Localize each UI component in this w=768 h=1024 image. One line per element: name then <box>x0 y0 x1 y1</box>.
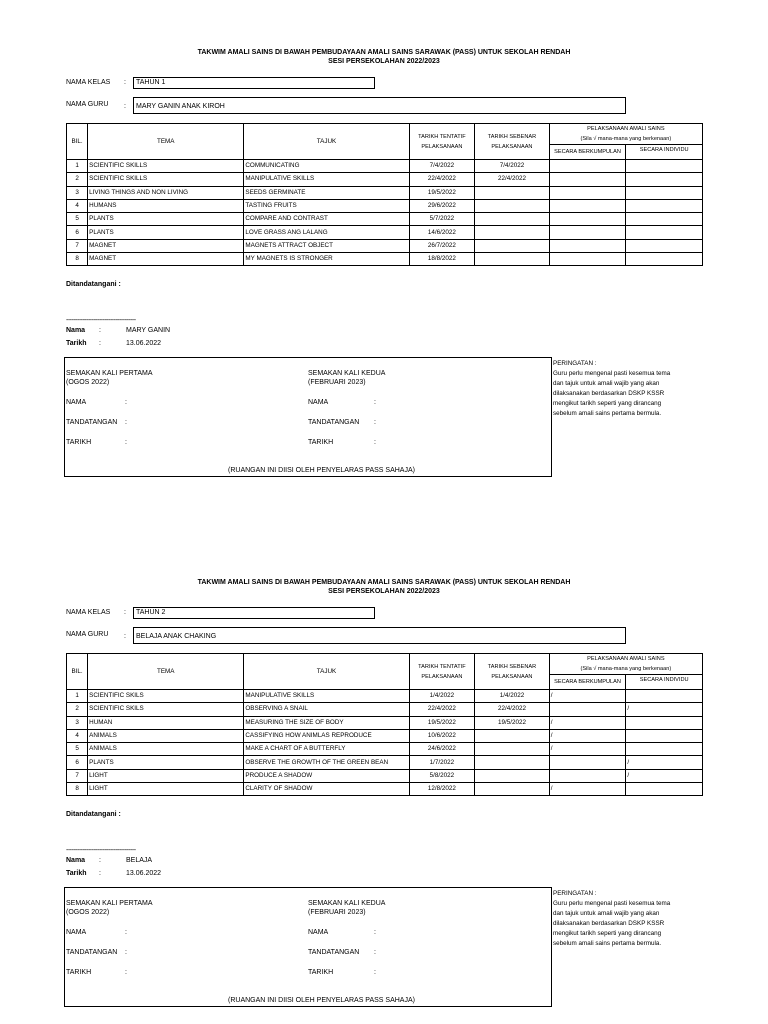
row-tema: LIGHT <box>88 783 244 796</box>
row-tarikh-sebenar[interactable] <box>475 783 550 796</box>
row-tarikh-sebenar[interactable]: 19/5/2022 <box>475 716 550 729</box>
row-tarikh-tentatif: 22/4/2022 <box>409 173 475 186</box>
row-tema: ANIMALS <box>88 743 244 756</box>
signature-line: -------------------------------------- <box>66 847 136 854</box>
colon: : <box>99 340 101 347</box>
row-berkumpulan-check[interactable]: / <box>549 729 626 742</box>
row-tema: HUMANS <box>88 199 244 212</box>
row-tajuk: MANIPULATIVE SKILLS <box>244 173 409 186</box>
row-bil: 8 <box>67 253 88 266</box>
row-tajuk: MAGNETS ATTRACT OBJECT <box>244 239 409 252</box>
ditandatangani-label: Ditandatangani : <box>66 811 121 818</box>
row-individu-check[interactable] <box>626 783 703 796</box>
peringatan-note <box>553 359 670 419</box>
row-bil: 3 <box>67 186 88 199</box>
row-bil: 7 <box>67 769 88 782</box>
row-bil: 2 <box>67 173 88 186</box>
row-berkumpulan-check[interactable] <box>549 226 626 239</box>
header-tajuk: TAJUK <box>244 124 409 160</box>
colon: : <box>125 929 127 936</box>
colon: : <box>124 633 126 640</box>
colon: : <box>374 399 376 406</box>
tarikh-sign-label: Tarikh <box>66 870 87 877</box>
semakan1-nama-label: NAMA <box>66 399 87 406</box>
row-tajuk: MAKE A CHART OF A BUTTERFLY <box>244 743 409 756</box>
table-body <box>67 160 703 266</box>
row-bil: 1 <box>67 160 88 173</box>
takwim-table <box>66 653 703 796</box>
semakan2-nama-label: NAMA <box>308 929 329 936</box>
row-tema: SCIENTIFIC SKILS <box>88 690 244 703</box>
semakan1-subtitle: (OGOS 2022) <box>66 909 110 916</box>
row-tema: SCIENTIFIC SKILLS <box>88 160 244 173</box>
peringatan-lines <box>553 899 670 949</box>
nama-sign-value: BELAJA <box>126 857 153 864</box>
peringatan-line: dilaksanakan berdasarkan DSKP KSSR <box>553 390 665 397</box>
peringatan-title: PERINGATAN : <box>553 890 597 897</box>
colon: : <box>374 439 376 446</box>
header-pelaksanaan-label: PELAKSANAAN AMALI SAINS <box>587 126 665 132</box>
header-tarikh-tentatif: TARIKH TENTATIF PELAKSANAAN <box>409 654 475 690</box>
row-individu-check[interactable]: / <box>626 703 703 716</box>
peringatan-line: sebelum amali sains pertama bermula. <box>553 940 662 947</box>
row-tarikh-sebenar[interactable] <box>475 743 550 756</box>
row-tarikh-sebenar[interactable] <box>475 199 550 212</box>
peringatan-lines <box>553 369 670 419</box>
semakan2-title: SEMAKAN KALI KEDUA <box>308 370 386 377</box>
row-tarikh-tentatif: 29/6/2022 <box>409 199 475 212</box>
row-individu-check[interactable]: / <box>626 756 703 769</box>
colon: : <box>124 609 126 616</box>
row-tarikh-tentatif: 19/5/2022 <box>409 716 475 729</box>
colon: : <box>125 949 127 956</box>
row-berkumpulan-check[interactable] <box>549 186 626 199</box>
header-tarikh-sebenar: TARIKH SEBENAR PELAKSANAAN <box>475 654 550 690</box>
peringatan-line: mengikut tarikh seperti yang dirancang <box>553 400 662 407</box>
row-berkumpulan-check[interactable] <box>549 703 626 716</box>
row-tarikh-sebenar[interactable]: 1/4/2022 <box>475 690 550 703</box>
colon: : <box>374 419 376 426</box>
row-tema: HUMAN <box>88 716 244 729</box>
nama-guru-label: NAMA GURU <box>66 101 109 108</box>
row-bil: 5 <box>67 213 88 226</box>
form-title: TAKWIM AMALI SAINS DI BAWAH PEMBUDAYAAN AMALI SAINS SARAWAK (PASS) UNTUK SEKOLAH RENDAH <box>197 49 571 56</box>
peringatan-line: sebelum amali sains pertama bermula. <box>553 410 662 417</box>
peringatan-title: PERINGATAN : <box>553 360 597 367</box>
row-berkumpulan-check[interactable] <box>549 160 626 173</box>
semakan1-tandatangan-label: TANDATANGAN <box>66 949 118 956</box>
colon: : <box>99 327 101 334</box>
row-berkumpulan-check[interactable]: / <box>549 743 626 756</box>
header-berkumpulan: SECARA BERKUMPULAN <box>549 145 626 160</box>
tarikh-sign-value: 13.06.2022 <box>126 340 162 347</box>
form-title: TAKWIM AMALI SAINS DI BAWAH PEMBUDAYAAN AMALI SAINS SARAWAK (PASS) UNTUK SEKOLAH RENDAH <box>197 579 571 586</box>
ruangan-note: (RUANGAN INI DIISI OLEH PENYELARAS PASS SAHAJA) <box>228 997 415 1004</box>
row-tarikh-tentatif: 7/4/2022 <box>409 160 475 173</box>
table-row <box>67 186 703 199</box>
row-tema: MAGNET <box>88 239 244 252</box>
row-bil: 7 <box>67 239 88 252</box>
semakan2-tarikh-label: TARIKH <box>308 439 334 446</box>
semakan2-subtitle: (FEBRUARI 2023) <box>308 379 366 386</box>
row-tarikh-tentatif: 22/4/2022 <box>409 703 475 716</box>
header-tajuk: TAJUK <box>244 654 409 690</box>
row-bil: 6 <box>67 226 88 239</box>
table-row <box>67 690 703 703</box>
row-individu-check[interactable] <box>626 690 703 703</box>
table-body <box>67 690 703 796</box>
row-berkumpulan-check[interactable]: / <box>549 690 626 703</box>
row-tarikh-sebenar[interactable] <box>475 756 550 769</box>
form-subtitle: SESI PERSEKOLAHAN 2022/2023 <box>328 588 440 595</box>
header-pelaksanaan <box>549 654 702 675</box>
colon: : <box>124 79 126 86</box>
row-tema: MAGNET <box>88 253 244 266</box>
form-subtitle: SESI PERSEKOLAHAN 2022/2023 <box>328 58 440 65</box>
semakan1-tarikh-label: TARIKH <box>66 439 92 446</box>
table-row <box>67 716 703 729</box>
nama-kelas-label: NAMA KELAS <box>66 609 111 616</box>
row-individu-check[interactable] <box>626 743 703 756</box>
row-tema: ANIMALS <box>88 729 244 742</box>
row-tema: PLANTS <box>88 213 244 226</box>
header-bil: BIL. <box>67 654 88 690</box>
colon: : <box>374 949 376 956</box>
header-sila-label: (Sila √ mana-mana yang berkenaan) <box>580 666 672 672</box>
row-tarikh-tentatif: 5/8/2022 <box>409 769 475 782</box>
semakan1-title: SEMAKAN KALI PERTAMA <box>66 900 153 907</box>
row-tajuk: OBSERVE THE GROWTH OF THE GREEN BEAN <box>244 756 409 769</box>
peringatan-line: Guru perlu mengenal pasti kesemua tema <box>553 900 671 907</box>
row-tarikh-tentatif: 18/8/2022 <box>409 253 475 266</box>
colon: : <box>125 419 127 426</box>
header-tema: TEMA <box>88 124 244 160</box>
row-berkumpulan-check[interactable] <box>549 769 626 782</box>
table-row <box>67 160 703 173</box>
row-tarikh-sebenar[interactable] <box>475 729 550 742</box>
semakan1-title: SEMAKAN KALI PERTAMA <box>66 370 153 377</box>
peringatan-note <box>553 889 670 949</box>
row-individu-check[interactable] <box>626 716 703 729</box>
table-row <box>67 213 703 226</box>
row-individu-check[interactable] <box>626 199 703 212</box>
semakan2-tandatangan-label: TANDATANGAN <box>308 949 360 956</box>
table-header-row <box>67 124 703 145</box>
takwim-table <box>66 123 703 266</box>
row-tema: LIVING THINGS AND NON LIVING <box>88 186 244 199</box>
nama-sign-value: MARY GANIN <box>126 327 171 334</box>
row-tajuk: SEEDS GERMINATE <box>244 186 409 199</box>
row-tema: SCIENTIFIC SKILS <box>88 703 244 716</box>
row-bil: 3 <box>67 716 88 729</box>
row-tajuk: LOVE GRASS ANG LALANG <box>244 226 409 239</box>
row-tajuk: MEASURING THE SIZE OF BODY <box>244 716 409 729</box>
colon: : <box>374 969 376 976</box>
row-tarikh-tentatif: 12/8/2022 <box>409 783 475 796</box>
row-tarikh-sebenar[interactable] <box>475 226 550 239</box>
row-bil: 4 <box>67 199 88 212</box>
row-individu-check[interactable] <box>626 213 703 226</box>
row-tajuk: COMPARE AND CONTRAST <box>244 213 409 226</box>
row-tarikh-tentatif: 1/4/2022 <box>409 690 475 703</box>
row-individu-check[interactable] <box>626 729 703 742</box>
nama-kelas-field[interactable]: TAHUN 1 <box>133 77 375 89</box>
row-tema: PLANTS <box>88 226 244 239</box>
header-tema: TEMA <box>88 654 244 690</box>
semakan2-nama-label: NAMA <box>308 399 329 406</box>
row-tema: PLANTS <box>88 756 244 769</box>
table-row <box>67 253 703 266</box>
row-tajuk: OBSERVING A SNAIL <box>244 703 409 716</box>
semakan1-subtitle: (OGOS 2022) <box>66 379 110 386</box>
semakan1-tandatangan-label: TANDATANGAN <box>66 419 118 426</box>
table-row <box>67 226 703 239</box>
row-bil: 2 <box>67 703 88 716</box>
row-bil: 8 <box>67 783 88 796</box>
peringatan-line: dan tajuk untuk amali wajib yang akan <box>553 380 660 387</box>
row-tajuk: MY MAGNETS IS STRONGER <box>244 253 409 266</box>
row-tarikh-tentatif: 5/7/2022 <box>409 213 475 226</box>
row-individu-check[interactable] <box>626 186 703 199</box>
table-row <box>67 199 703 212</box>
row-tajuk: PRODUCE A SHADOW <box>244 769 409 782</box>
table-row <box>67 729 703 742</box>
row-tarikh-sebenar[interactable]: 22/4/2022 <box>475 703 550 716</box>
table-row <box>67 743 703 756</box>
row-tarikh-sebenar[interactable] <box>475 253 550 266</box>
row-tarikh-tentatif: 24/6/2022 <box>409 743 475 756</box>
ditandatangani-label: Ditandatangani : <box>66 281 121 288</box>
header-pelaksanaan <box>549 124 702 145</box>
header-berkumpulan: SECARA BERKUMPULAN <box>549 675 626 690</box>
row-tajuk: CLARITY OF SHADOW <box>244 783 409 796</box>
row-tajuk: TASTING FRUITS <box>244 199 409 212</box>
table-row <box>67 703 703 716</box>
row-berkumpulan-check[interactable] <box>549 253 626 266</box>
row-bil: 4 <box>67 729 88 742</box>
row-bil: 5 <box>67 743 88 756</box>
nama-guru-field[interactable]: BELAJA ANAK CHAKING <box>133 627 626 644</box>
colon: : <box>125 969 127 976</box>
header-tarikh-tentatif: TARIKH TENTATIF PELAKSANAAN <box>409 124 475 160</box>
semakan1-nama-label: NAMA <box>66 929 87 936</box>
row-tarikh-tentatif: 14/6/2022 <box>409 226 475 239</box>
row-berkumpulan-check[interactable]: / <box>549 783 626 796</box>
table-header-row <box>67 654 703 675</box>
semakan1-tarikh-label: TARIKH <box>66 969 92 976</box>
row-berkumpulan-check[interactable]: / <box>549 716 626 729</box>
header-bil: BIL. <box>67 124 88 160</box>
row-tarikh-sebenar[interactable] <box>475 239 550 252</box>
row-individu-check[interactable] <box>626 226 703 239</box>
row-tarikh-sebenar[interactable] <box>475 769 550 782</box>
row-berkumpulan-check[interactable] <box>549 199 626 212</box>
peringatan-line: dan tajuk untuk amali wajib yang akan <box>553 910 660 917</box>
nama-kelas-label: NAMA KELAS <box>66 79 111 86</box>
nama-sign-label: Nama <box>66 857 86 864</box>
colon: : <box>125 399 127 406</box>
row-tajuk: CASSIFYING HOW ANIMLAS REPRODUCE <box>244 729 409 742</box>
row-bil: 6 <box>67 756 88 769</box>
table-row <box>67 756 703 769</box>
ruangan-note: (RUANGAN INI DIISI OLEH PENYELARAS PASS SAHAJA) <box>228 467 415 474</box>
row-berkumpulan-check[interactable] <box>549 173 626 186</box>
row-tema: LIGHT <box>88 769 244 782</box>
colon: : <box>99 870 101 877</box>
table-row <box>67 173 703 186</box>
tarikh-sign-label: Tarikh <box>66 340 87 347</box>
row-tarikh-tentatif: 1/7/2022 <box>409 756 475 769</box>
nama-guru-label: NAMA GURU <box>66 631 109 638</box>
colon: : <box>124 103 126 110</box>
row-bil: 1 <box>67 690 88 703</box>
row-tarikh-sebenar[interactable] <box>475 213 550 226</box>
row-individu-check[interactable]: / <box>626 769 703 782</box>
peringatan-line: dilaksanakan berdasarkan DSKP KSSR <box>553 920 665 927</box>
header-individu: SECARA INDIVIDU <box>626 145 703 160</box>
semakan2-tandatangan-label: TANDATANGAN <box>308 419 360 426</box>
peringatan-line: mengikut tarikh seperti yang dirancang <box>553 930 662 937</box>
nama-sign-label: Nama <box>66 327 86 334</box>
header-tarikh-sebenar: TARIKH SEBENAR PELAKSANAAN <box>475 124 550 160</box>
row-berkumpulan-check[interactable] <box>549 756 626 769</box>
tarikh-sign-value: 13.06.2022 <box>126 870 162 877</box>
colon: : <box>125 439 127 446</box>
row-tarikh-tentatif: 19/5/2022 <box>409 186 475 199</box>
row-tarikh-sebenar[interactable] <box>475 186 550 199</box>
row-individu-check[interactable] <box>626 173 703 186</box>
row-tarikh-tentatif: 26/7/2022 <box>409 239 475 252</box>
table-row <box>67 769 703 782</box>
row-berkumpulan-check[interactable] <box>549 213 626 226</box>
semakan2-subtitle: (FEBRUARI 2023) <box>308 909 366 916</box>
row-tajuk: MANIPULATIVE SKILLS <box>244 690 409 703</box>
row-tarikh-sebenar[interactable]: 7/4/2022 <box>475 160 550 173</box>
header-sila-label: (Sila √ mana-mana yang berkenaan) <box>580 136 672 142</box>
header-individu: SECARA INDIVIDU <box>626 675 703 690</box>
nama-kelas-field[interactable]: TAHUN 2 <box>133 607 375 619</box>
row-tajuk: COMMUNICATING <box>244 160 409 173</box>
peringatan-line: Guru perlu mengenal pasti kesemua tema <box>553 370 671 377</box>
row-berkumpulan-check[interactable] <box>549 239 626 252</box>
header-pelaksanaan-label: PELAKSANAAN AMALI SAINS <box>587 656 665 662</box>
signature-line: -------------------------------------- <box>66 317 136 324</box>
colon: : <box>374 929 376 936</box>
semakan2-title: SEMAKAN KALI KEDUA <box>308 900 386 907</box>
row-tarikh-sebenar[interactable]: 22/4/2022 <box>475 173 550 186</box>
nama-guru-field[interactable]: MARY GANIN ANAK KIROH <box>133 97 626 114</box>
row-individu-check[interactable] <box>626 239 703 252</box>
semakan2-tarikh-label: TARIKH <box>308 969 334 976</box>
row-individu-check[interactable] <box>626 160 703 173</box>
row-individu-check[interactable] <box>626 253 703 266</box>
table-row <box>67 783 703 796</box>
row-tarikh-tentatif: 10/6/2022 <box>409 729 475 742</box>
table-row <box>67 239 703 252</box>
colon: : <box>99 857 101 864</box>
row-tema: SCIENTIFIC SKILLS <box>88 173 244 186</box>
